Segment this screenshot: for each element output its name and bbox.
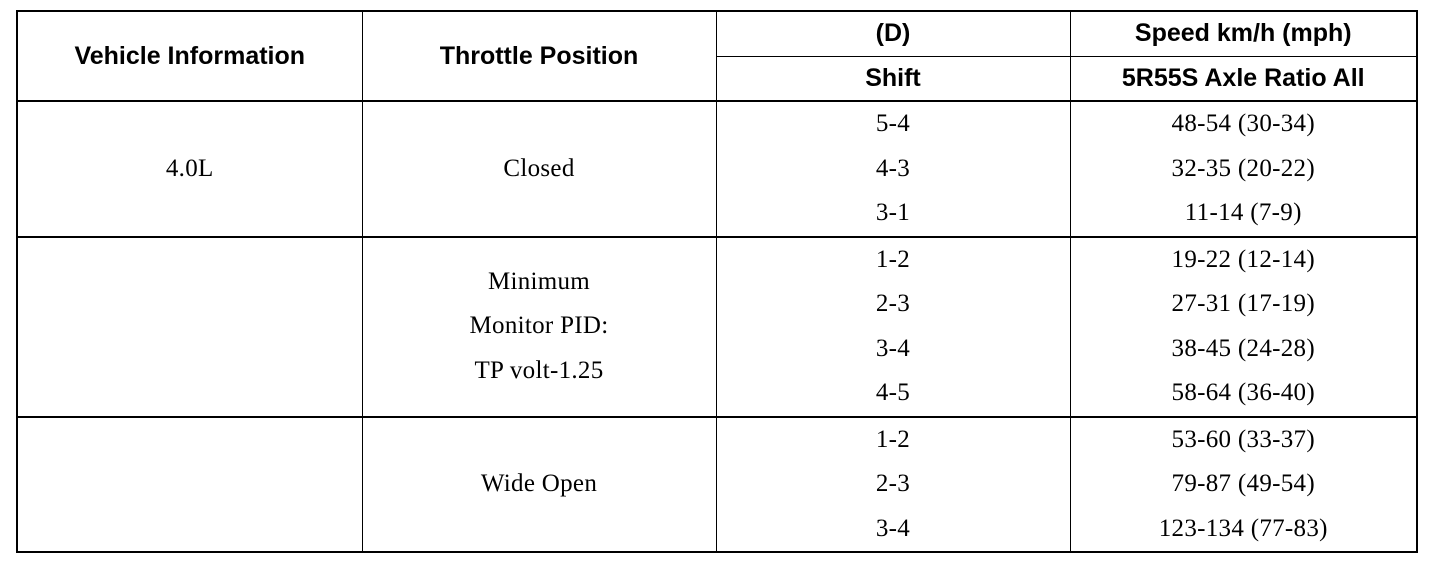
shift-cell: 3-1	[716, 191, 1070, 237]
vehicle-cell	[17, 101, 362, 237]
throttle-cell	[362, 101, 716, 237]
speed-cell: 58-64 (36-40)	[1070, 371, 1417, 417]
header-gear-range: (D)	[716, 11, 1070, 56]
header-speed-units: Speed km/h (mph)	[1070, 11, 1417, 56]
header-shift: Shift	[716, 56, 1070, 101]
shift-cell: 2-3	[716, 462, 1070, 507]
shift-cell: 4-5	[716, 371, 1070, 417]
speed-cell: 11-14 (7-9)	[1070, 191, 1417, 237]
shift-cell: 4-3	[716, 147, 1070, 192]
shift-cell: 5-4	[716, 101, 1070, 147]
header-throttle-position: Throttle Position	[362, 11, 716, 101]
speed-cell: 32-35 (20-22)	[1070, 147, 1417, 192]
header-vehicle-information: Vehicle Information	[17, 11, 362, 101]
header-axle-ratio: 5R55S Axle Ratio All	[1070, 56, 1417, 101]
shift-cell: 2-3	[716, 282, 1070, 327]
throttle-line: Minimum	[487, 267, 591, 295]
shift-cell: 1-2	[716, 237, 1070, 283]
shift-cell: 1-2	[716, 417, 1070, 463]
vehicle-cell	[17, 417, 362, 553]
speed-cell: 19-22 (12-14)	[1070, 237, 1417, 283]
table-row	[17, 417, 1417, 463]
throttle-line: Wide Open	[480, 470, 598, 497]
throttle-cell	[362, 237, 716, 417]
throttle-line: Closed	[503, 154, 575, 182]
shift-cell: 3-4	[716, 327, 1070, 372]
throttle-cell	[362, 417, 716, 553]
speed-cell: 53-60 (33-37)	[1070, 417, 1417, 463]
table-row	[17, 101, 1417, 147]
vehicle-value: 4.0L	[165, 154, 214, 182]
speed-cell: 79-87 (49-54)	[1070, 462, 1417, 507]
speed-cell: 123-134 (77-83)	[1070, 507, 1417, 553]
shift-speed-table	[16, 10, 1418, 553]
vehicle-cell	[17, 237, 362, 417]
vehicle-value	[18, 304, 362, 349]
table-row	[17, 237, 1417, 283]
throttle-line: Monitor PID:	[469, 312, 609, 340]
group-minimum	[17, 237, 1417, 417]
group-wide-open	[17, 417, 1417, 553]
speed-cell: 48-54 (30-34)	[1070, 101, 1417, 147]
shift-cell: 3-4	[716, 507, 1070, 553]
throttle-line: TP volt-1.25	[474, 356, 604, 384]
speed-cell: 38-45 (24-28)	[1070, 327, 1417, 372]
group-closed	[17, 101, 1417, 237]
vehicle-value	[18, 462, 362, 507]
speed-cell: 27-31 (17-19)	[1070, 282, 1417, 327]
